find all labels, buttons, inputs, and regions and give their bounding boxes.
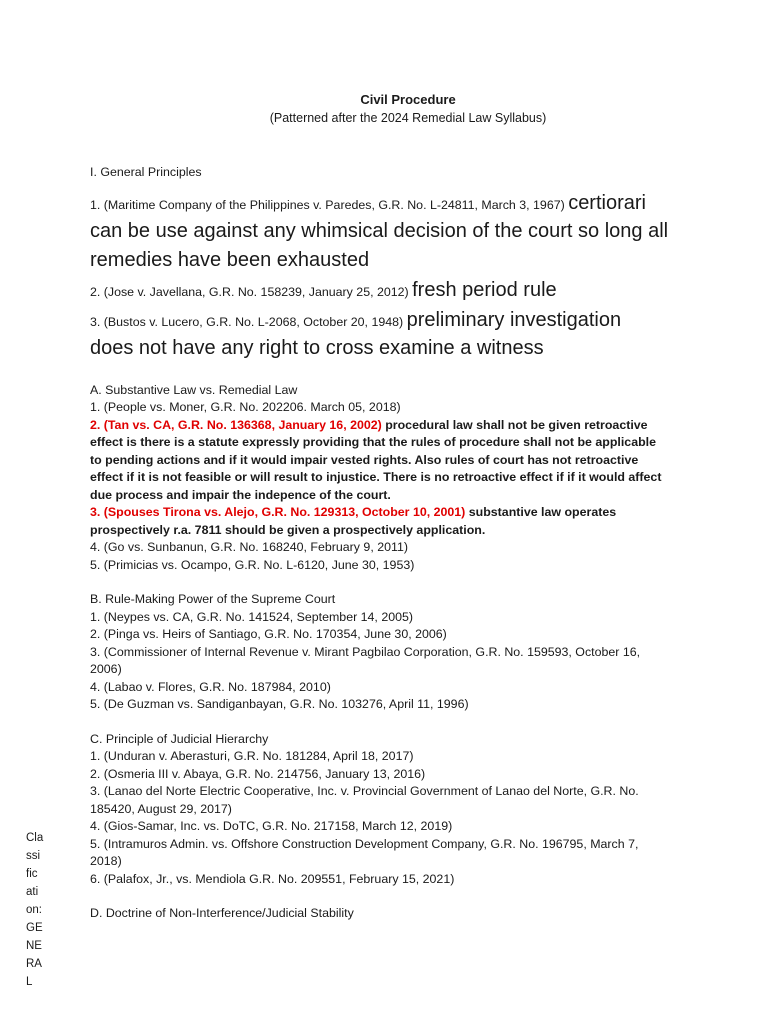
section-a-heading: A. Substantive Law vs. Remedial Law [90,382,298,397]
list-item [90,417,670,505]
classification-fragment: fic [26,868,38,880]
list-item [90,504,670,539]
document-body [90,164,670,923]
list-item: 3. (Lanao del Norte Electric Cooperative, Inc. v. Provincial Government of Lanao del Norte, G.R. No. 185420, August 29, 2017) [90,784,639,816]
list-item: 5. (Intramuros Admin. vs. Offshore Construction Development Company, G.R. No. 196795, March 7, 2018) [90,836,639,868]
classification-fragment: Cla [26,832,44,844]
section-a-item-3-note: substantive law operates prospectively r.a. 7811 should be given a prospectively application. [90,505,617,537]
list-item: 2. (Pinga vs. Heirs of Santiago, G.R. No. 170354, June 30, 2006) [90,627,447,641]
list-item: 2. (Osmeria III v. Abaya, G.R. No. 214756, January 13, 2016) [90,766,426,781]
section-b-heading: B. Rule-Making Power of the Supreme Court [90,592,336,606]
list-item: 1. (Unduran v. Aberasturi, G.R. No. 181284, April 18, 2017) [90,749,414,763]
general-item-2 [90,276,670,305]
general-item-3-note: preliminary investigation does not have any right to cross examine a witness [90,308,622,359]
section-a-item-2-citation: 2. (Tan vs. CA, G.R. No. 136368, January 16, 2002) [90,417,382,432]
classification-fragment: NE [26,940,42,952]
list-item: 1. (Neypes vs. CA, G.R. No. 141524, September 14, 2005) [90,609,414,624]
list-item: 5. (Primicias vs. Ocampo, G.R. No. L-6120, June 30, 1953) [90,557,415,572]
list-item: 3. (Commissioner of Internal Revenue v. Mirant Pagbilao Corporation, G.R. No. 159593, October 16, 2006) [90,644,641,676]
classification-fragment: ati [26,886,39,898]
list-item: 4. (Go vs. Sunbanun, G.R. No. 168240, February 9, 2011) [90,540,408,554]
general-item-1-citation: 1. (Maritime Company of the Philippines v. Paredes, G.R. No. L-24811, March 3, 1967) [90,197,569,212]
document-subtitle: (Patterned after the 2024 Remedial Law Syllabus) [269,111,547,125]
list-item: 6. (Palafox, Jr., vs. Mendiola G.R. No. 209551, February 15, 2021) [90,871,455,886]
section-a-item-2-note: procedural law shall not be given retroactive effect is there is a statute expressly providing that the rules of procedure shall not be applicable to pending actions and if it would impair vested rights. Also rules of court has not retroactive effect if it is not feasible or will result to injustice. There is no retroactive effect if if it would affect due process and impair the indepence of the court. [90,417,662,502]
classification-label [26,829,48,991]
list-item: 4. (Labao v. Flores, G.R. No. 187984, 2010) [90,679,331,694]
section-a-item-3-citation: 3. (Spouses Tirona vs. Alejo, G.R. No. 129313, October 10, 2001) [90,505,466,519]
general-item-2-citation: 2. (Jose v. Javellana, G.R. No. 158239, January 25, 2012) [90,285,413,299]
classification-fragment: L [26,976,33,988]
classification-fragment: RA [26,958,42,970]
list-item: 1. (People vs. Moner, G.R. No. 202206. March 05, 2018) [90,400,401,414]
general-principles-heading: I. General Principles [90,165,202,179]
general-item-3 [90,306,670,363]
classification-fragment: GE [26,922,43,934]
general-item-2-note: fresh period rule [412,279,557,301]
document-title: Civil Procedure [360,92,456,107]
classification-fragment: ssi [26,850,41,862]
classification-fragment: on: [26,904,42,916]
list-item: 4. (Gios-Samar, Inc. vs. DoTC, G.R. No. 217158, March 12, 2019) [90,819,453,833]
general-item-1 [90,189,670,275]
list-item: 5. (De Guzman vs. Sandiganbayan, G.R. No. 103276, April 11, 1996) [90,697,469,711]
section-d-heading: D. Doctrine of Non-Interference/Judicial Stability [90,906,354,920]
general-item-3-citation: 3. (Bustos v. Lucero, G.R. No. L-2068, October 20, 1948) [90,314,407,329]
general-item-1-note: certiorari can be use against any whimsical decision of the court so long all remedies have been exhausted [90,191,669,271]
section-c-heading: C. Principle of Judicial Hierarchy [90,731,269,746]
